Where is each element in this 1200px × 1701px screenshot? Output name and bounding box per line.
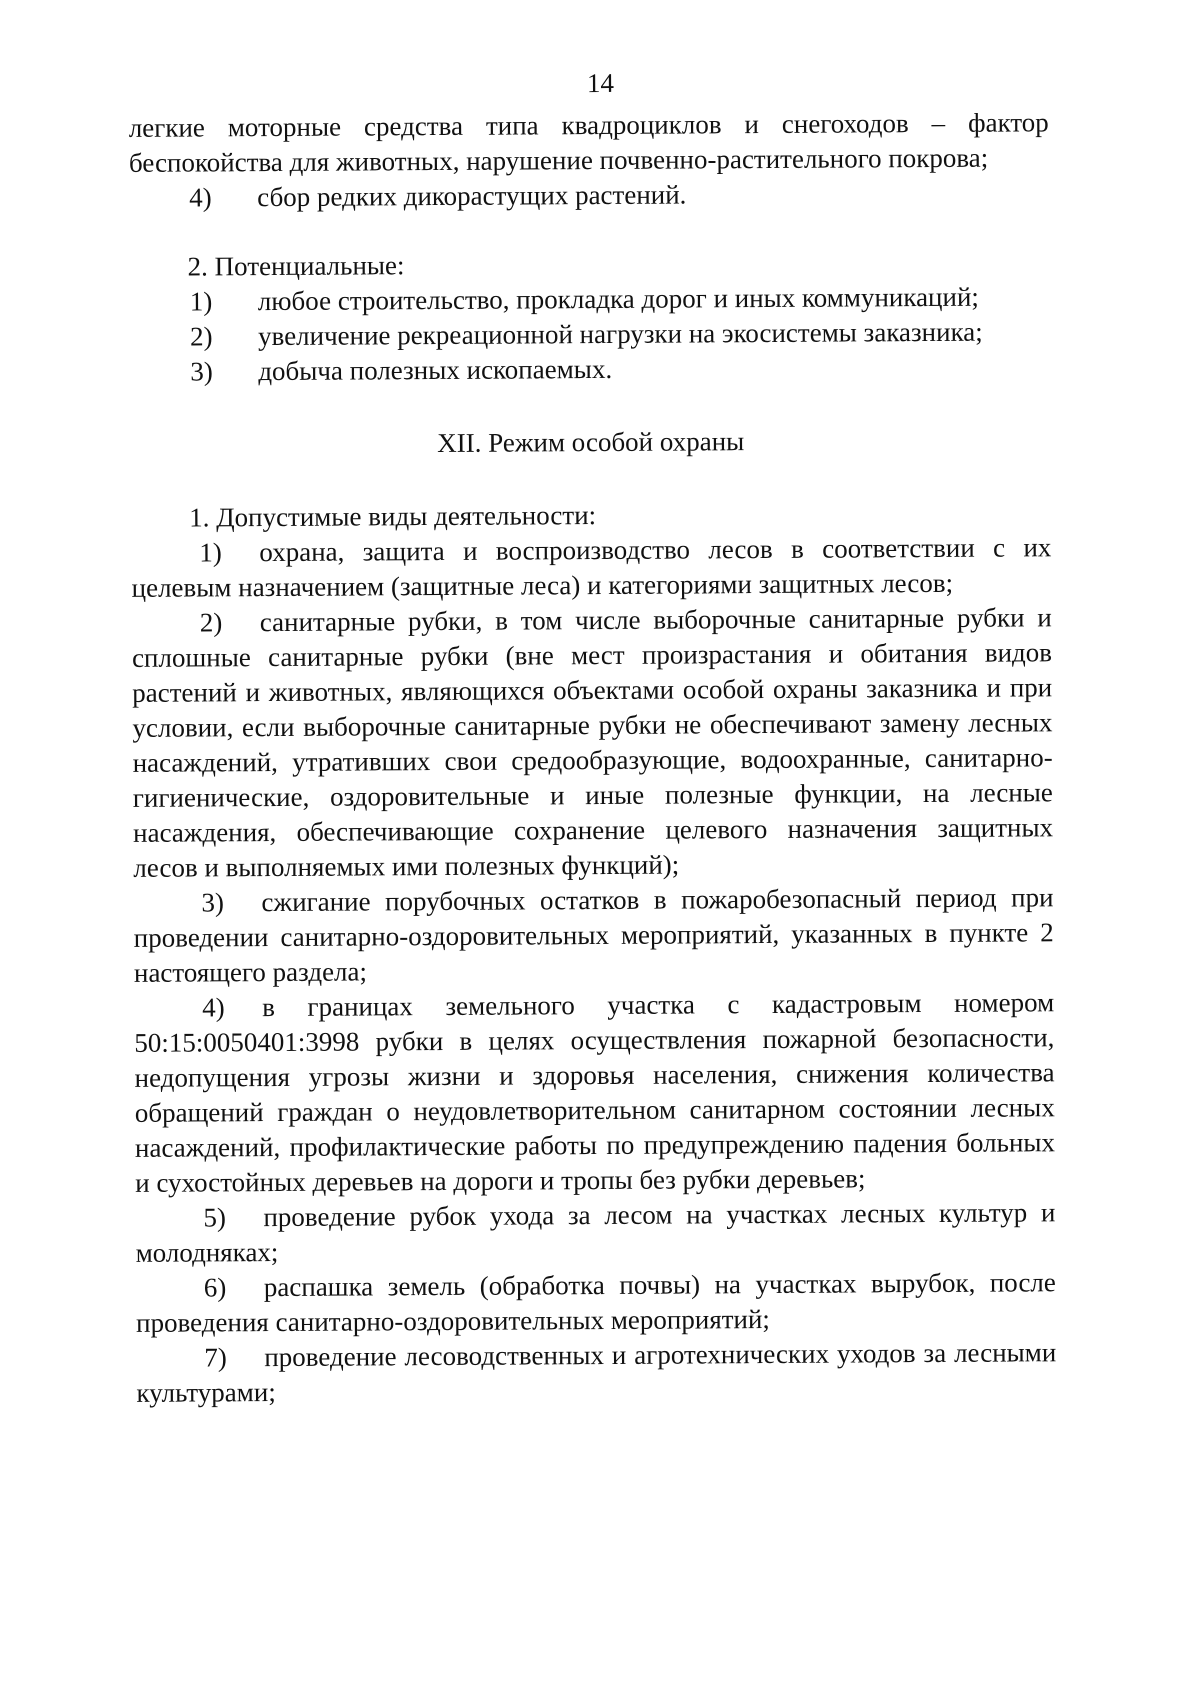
item-number: 1) <box>199 537 222 568</box>
item-text: добыча полезных ископаемых. <box>258 353 613 387</box>
item-number: 2) <box>189 321 213 352</box>
item-number: 4) <box>202 992 225 1023</box>
allowed-heading: 1. Допустимые виды деятельности: <box>189 500 597 533</box>
item-text: сбор редких дикорастущих растений. <box>257 179 687 213</box>
document-body <box>129 105 1057 1411</box>
item-text: санитарные рубки, в том числе выборочные санитарные рубки и сплошные санитарные рубки (вне мест произрастания и обитания видов растений и животных, являющихся объектами особой охраны заказника и при условии, если выборочные санитарные рубки не обеспечивают замену лесных насаждений, утративших свои средообразующие, водоохранные, санитарно-гигиенические, оздоровительные и иные полезные функции, на лесные насаждения, обеспечивающие сохранение целевого назначения защитных лесов и выполняемых ими полезных функций); <box>131 602 1054 883</box>
item-text: увеличение рекреационной нагрузки на экосистемы заказника; <box>257 316 983 352</box>
item-number: 6) <box>203 1272 227 1303</box>
item-number: 4) <box>189 182 212 213</box>
item-text: проведение рубок ухода за лесом на участках лесных культур и молодняках; <box>135 1197 1056 1268</box>
allowed-item-4 <box>134 985 1055 1201</box>
potential-item-1 <box>130 279 1050 320</box>
item-text: любое строительство, прокладка дорог и иных коммуникаций; <box>257 281 979 317</box>
item-number: 5) <box>203 1202 227 1233</box>
page-number: 14 <box>586 67 615 99</box>
item-number: 7) <box>204 1342 227 1373</box>
allowed-item-1 <box>131 530 1051 606</box>
item-text: проведение лесоводственных и агротехнических уходов за лесными культурами; <box>136 1337 1057 1408</box>
item-text: сжигание порубочных остатков в пожаробезопасный период при проведении санитарно-оздоровительных мероприятий, указанных в пункте 2 настоящего раздела; <box>133 882 1054 988</box>
continued-paragraph: легкие моторные средства типа квадроциклов и снегоходов – фактор беспокойства для животных, нарушение почвенно-растительного покрова; <box>128 107 1049 178</box>
allowed-item-6 <box>136 1265 1056 1341</box>
potential-item-3 <box>130 349 1050 390</box>
item-number: 3) <box>190 356 213 387</box>
allowed-item-5 <box>135 1195 1055 1271</box>
item-text: в границах земельного участка с кадастровым номером 50:15:0050401:3998 рубки в целях осуществления пожарной безопасности, недопущения угрозы жизни и здоровья населения, снижения количества обращений граждан о неудовлетворительном санитарном состоянии лесных насаждений, профилактические работы по предупреждению падения больных и сухостойных деревьев на дороги и тропы без рубки деревьев; <box>134 987 1056 1198</box>
potential-heading: 2. Потенциальные: <box>187 250 405 282</box>
section-title: XII. Режим особой охраны <box>437 426 745 459</box>
allowed-item-3 <box>133 880 1054 991</box>
allowed-item-7 <box>136 1335 1056 1411</box>
item-text: охрана, защита и воспроизводство лесов в соответствии с их целевым назначением (защитные леса) и категориями защитных лесов; <box>131 532 1052 603</box>
potential-item-2 <box>130 314 1050 355</box>
threat-item-4 <box>129 175 1049 216</box>
item-number: 2) <box>199 607 223 638</box>
item-number: 3) <box>201 887 225 918</box>
item-number: 1) <box>189 286 213 317</box>
allowed-item-2 <box>132 600 1054 886</box>
item-text: распашка земель (обработка почвы) на участках вырубок, после проведения санитарно-оздоровительных мероприятий; <box>135 1267 1056 1338</box>
